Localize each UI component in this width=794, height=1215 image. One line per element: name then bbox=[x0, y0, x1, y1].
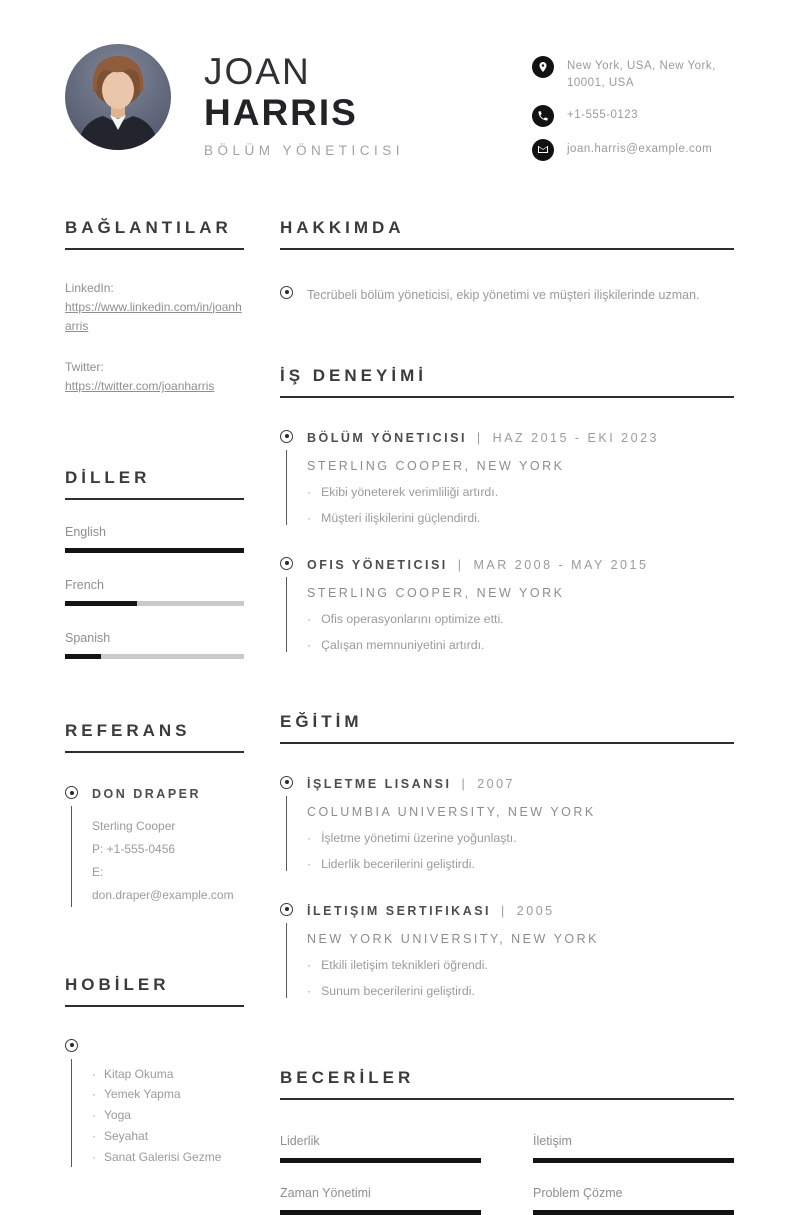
education-bullet: · İşletme yönetimi üzerine yoğunlaştı. bbox=[307, 831, 734, 845]
reference-phone: P: +1-555-0456 bbox=[92, 842, 176, 857]
twitter-link[interactable]: https://twitter.com/joanharris bbox=[65, 379, 215, 394]
about-entry bbox=[280, 286, 734, 302]
experience-title-row bbox=[307, 430, 734, 445]
skill-bar-track bbox=[280, 1158, 481, 1163]
linkedin-label: LinkedIn: bbox=[65, 280, 114, 295]
experience-entry bbox=[280, 430, 734, 525]
language-name: Spanish bbox=[65, 631, 111, 646]
skill-name: Problem Çözme bbox=[533, 1185, 623, 1200]
timeline-marker bbox=[280, 286, 307, 302]
main-column bbox=[280, 218, 734, 1215]
language-item bbox=[65, 578, 244, 606]
references-section-title: REFERANS bbox=[65, 721, 244, 753]
education-title-row bbox=[307, 903, 734, 918]
contact-block bbox=[532, 44, 734, 161]
language-item bbox=[65, 525, 244, 553]
hobby-item: · Yemek Yapma bbox=[92, 1084, 244, 1105]
timeline-marker bbox=[65, 786, 92, 906]
timeline-line bbox=[286, 923, 287, 998]
job-dates: HAZ 2015 - EKI 2023 bbox=[492, 430, 659, 445]
job-company: STERLING COOPER, NEW YORK bbox=[307, 458, 565, 473]
education-body bbox=[307, 903, 734, 998]
phone-icon bbox=[532, 105, 554, 127]
language-bar-track bbox=[65, 548, 244, 553]
timeline-line bbox=[71, 806, 72, 906]
experience-body bbox=[307, 557, 734, 652]
timeline-marker bbox=[280, 903, 307, 998]
languages-section-title: DİLLER bbox=[65, 468, 244, 500]
title-date-separator: | bbox=[457, 557, 464, 572]
body-columns bbox=[65, 218, 734, 1215]
timeline-dot-icon bbox=[280, 903, 293, 916]
experience-section-title: İŞ DENEYİMİ bbox=[280, 366, 734, 398]
school-name: NEW YORK UNIVERSITY, NEW YORK bbox=[307, 931, 599, 946]
skill-bar-fill bbox=[280, 1210, 481, 1215]
links-section-title: BAĞLANTILAR bbox=[65, 218, 244, 250]
link-item-twitter bbox=[65, 358, 244, 396]
job-bullet: · Müşteri ilişkilerini güçlendirdi. bbox=[307, 511, 734, 525]
school-name: COLUMBIA UNIVERSITY, NEW YORK bbox=[307, 804, 596, 819]
timeline-marker bbox=[65, 1039, 92, 1168]
section-hobbies bbox=[65, 975, 244, 1168]
link-item-linkedin bbox=[65, 279, 244, 337]
twitter-label: Twitter: bbox=[65, 360, 104, 375]
language-bar-track bbox=[65, 654, 244, 659]
skill-name: Liderlik bbox=[280, 1133, 320, 1148]
job-dates: MAR 2008 - MAY 2015 bbox=[473, 557, 649, 572]
reference-company: Sterling Cooper bbox=[92, 819, 176, 834]
timeline-marker bbox=[280, 776, 307, 871]
section-education bbox=[280, 712, 734, 998]
education-entry bbox=[280, 903, 734, 998]
hobby-list bbox=[92, 1039, 244, 1168]
timeline-marker bbox=[280, 557, 307, 652]
degree-dates: 2007 bbox=[477, 776, 516, 791]
language-item bbox=[65, 631, 244, 659]
hobby-item: · Yoga bbox=[92, 1105, 244, 1126]
section-experience bbox=[280, 366, 734, 652]
job-bullet: · Ofis operasyonlarını optimize etti. bbox=[307, 612, 734, 626]
title-date-separator: | bbox=[501, 903, 507, 918]
job-bullet: · Çalışan memnuniyetini artırdı. bbox=[307, 638, 734, 652]
contact-email: joan.harris@example.com bbox=[567, 142, 713, 155]
section-languages bbox=[65, 468, 244, 659]
job-title-headline: BÖLÜM YÖNETICISI bbox=[204, 142, 405, 158]
reference-details bbox=[92, 815, 244, 906]
about-section-title: HAKKIMDA bbox=[280, 218, 734, 250]
title-date-separator: | bbox=[476, 430, 483, 445]
job-bullet: · Ekibi yöneterek verimliliği artırdı. bbox=[307, 485, 734, 499]
skill-bar-fill bbox=[533, 1158, 734, 1163]
timeline-line bbox=[286, 577, 287, 652]
reference-entry bbox=[65, 786, 244, 906]
section-links bbox=[65, 218, 244, 397]
education-bullet: · Liderlik becerilerini geliştirdi. bbox=[307, 857, 734, 871]
education-bullet: · Sunum becerilerini geliştirdi. bbox=[307, 984, 734, 998]
title-date-separator: | bbox=[461, 776, 468, 791]
language-bar-track bbox=[65, 601, 244, 606]
experience-title-row bbox=[307, 557, 734, 572]
timeline-dot-icon bbox=[65, 1039, 78, 1052]
skill-item bbox=[533, 1186, 734, 1215]
degree-name: İŞLETME LISANSI bbox=[307, 776, 452, 791]
contact-email-row bbox=[532, 141, 734, 161]
profile-photo-illustration bbox=[65, 44, 171, 150]
timeline-dot-icon bbox=[280, 286, 293, 299]
language-bar-fill bbox=[65, 548, 244, 553]
degree-name: İLETIŞIM SERTIFIKASI bbox=[307, 903, 492, 918]
reference-body bbox=[92, 786, 244, 906]
skill-bar-track bbox=[533, 1158, 734, 1163]
skill-bar-fill bbox=[280, 1158, 481, 1163]
experience-entry bbox=[280, 557, 734, 652]
profile-photo bbox=[65, 44, 171, 150]
timeline-line bbox=[286, 450, 287, 525]
timeline-dot-icon bbox=[280, 430, 293, 443]
reference-email: E: don.draper@example.com bbox=[92, 865, 234, 902]
timeline-marker bbox=[280, 430, 307, 525]
last-name: HARRIS bbox=[204, 92, 358, 134]
job-role: OFIS YÖNETICISI bbox=[307, 557, 448, 572]
language-bar-fill bbox=[65, 601, 137, 606]
language-name: French bbox=[65, 578, 104, 593]
linkedin-link[interactable]: https://www.linkedin.com/in/joanharris bbox=[65, 299, 242, 333]
experience-body bbox=[307, 430, 734, 525]
language-bar-fill bbox=[65, 654, 101, 659]
section-references bbox=[65, 721, 244, 906]
hobby-item: · Sanat Galerisi Gezme bbox=[92, 1147, 244, 1168]
timeline-dot-icon bbox=[65, 786, 78, 799]
reference-name: DON DRAPER bbox=[92, 787, 202, 802]
contact-location: New York, USA, New York, 10001, USA bbox=[567, 60, 716, 90]
job-role: BÖLÜM YÖNETICISI bbox=[307, 430, 467, 445]
hobby-item: · Kitap Okuma bbox=[92, 1064, 244, 1085]
hobby-entry bbox=[65, 1039, 244, 1168]
degree-dates: 2005 bbox=[516, 903, 555, 918]
skill-item bbox=[280, 1134, 481, 1163]
section-skills bbox=[280, 1068, 734, 1215]
skill-item bbox=[533, 1134, 734, 1163]
timeline-dot-icon bbox=[280, 776, 293, 789]
skill-name: İletişim bbox=[533, 1133, 572, 1148]
location-icon bbox=[532, 56, 554, 78]
timeline-dot-icon bbox=[280, 557, 293, 570]
skills-grid bbox=[280, 1111, 734, 1215]
contact-phone: +1-555-0123 bbox=[567, 108, 639, 121]
header bbox=[65, 44, 734, 161]
hobbies-section-title: HOBİLER bbox=[65, 975, 244, 1007]
name-block bbox=[204, 44, 404, 158]
skill-item bbox=[280, 1186, 481, 1215]
education-section-title: EĞİTİM bbox=[280, 712, 734, 744]
skill-bar-fill bbox=[533, 1210, 734, 1215]
timeline-line bbox=[71, 1059, 72, 1168]
contact-phone-row bbox=[532, 107, 734, 127]
education-body bbox=[307, 776, 734, 871]
email-icon bbox=[532, 139, 554, 161]
education-title-row bbox=[307, 776, 734, 791]
section-about bbox=[280, 218, 734, 302]
skill-name: Zaman Yönetimi bbox=[280, 1185, 371, 1200]
contact-location-row bbox=[532, 58, 734, 93]
education-entry bbox=[280, 776, 734, 871]
sidebar bbox=[65, 218, 244, 1215]
skill-bar-track bbox=[533, 1210, 734, 1215]
education-bullet: · Etkili iletişim teknikleri öğrendi. bbox=[307, 958, 734, 972]
timeline-line bbox=[286, 796, 287, 871]
about-text: Tecrübeli bölüm yöneticisi, ekip yönetimi ve müşteri ilişkilerinde uzman. bbox=[307, 287, 700, 302]
hobby-item: · Seyahat bbox=[92, 1126, 244, 1147]
language-name: English bbox=[65, 525, 106, 540]
first-name: JOAN bbox=[204, 51, 311, 92]
skills-section-title: BECERİLER bbox=[280, 1068, 734, 1100]
skill-bar-track bbox=[280, 1210, 481, 1215]
job-company: STERLING COOPER, NEW YORK bbox=[307, 585, 565, 600]
